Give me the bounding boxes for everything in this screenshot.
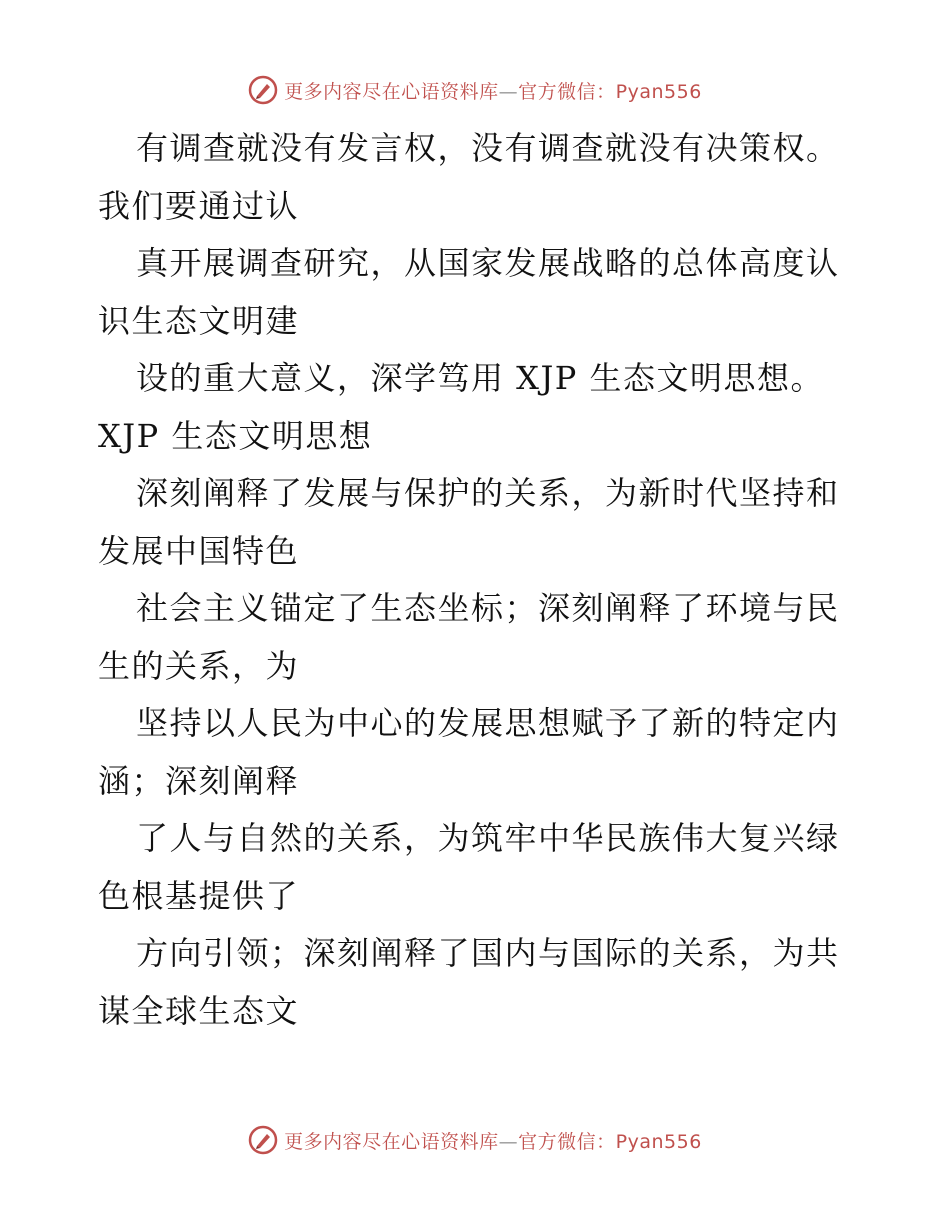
pen-logo-icon [248,1125,278,1155]
text-line: 识生态文明建 [98,301,300,340]
watermark-dash: — [498,1130,519,1153]
text-line: 我们要通过认 [98,186,300,225]
watermark-brand: 更多内容尽在心语资料库 [284,1130,499,1153]
text-line: 深刻阐释了发展与保护的关系，为新时代坚持和 [136,474,840,512]
text-line: 真开展调查研究，从国家发展战略的总体高度认 [136,244,840,282]
text-line: 有调查就没有发言权，没有调查就没有决策权。 [136,129,840,167]
watermark-wechat: 官方微信：Pyan556 [518,80,702,103]
watermark-wechat: 官方微信：Pyan556 [518,1130,702,1153]
text-line: 坚持以人民为中心的发展思想赋予了新的特定内 [136,704,840,742]
text-line: XJP 生态文明思想 [98,416,373,455]
text-line: 涵；深刻阐释 [98,761,300,800]
document-body [98,120,858,1040]
watermark-brand: 更多内容尽在心语资料库 [284,80,499,103]
text-line: 了人与自然的关系，为筑牢中华民族伟大复兴绿 [136,819,840,857]
text-line: 社会主义锚定了生态坐标；深刻阐释了环境与民 [136,589,840,627]
text-line: 谋全球生态文 [98,991,300,1030]
watermark-text [284,77,702,104]
watermark-text [284,1127,702,1154]
text-line: 设的重大意义，深学笃用 XJP 生态文明思想。 [136,359,824,397]
footer-watermark [0,1122,950,1158]
header-watermark [0,72,950,108]
text-line: 色根基提供了 [98,876,300,915]
text-line: 发展中国特色 [98,531,300,570]
watermark-dash: — [498,80,519,103]
text-line: 生的关系，为 [98,646,300,685]
text-line: 方向引领；深刻阐释了国内与国际的关系，为共 [136,934,840,972]
pen-logo-icon [248,75,278,105]
